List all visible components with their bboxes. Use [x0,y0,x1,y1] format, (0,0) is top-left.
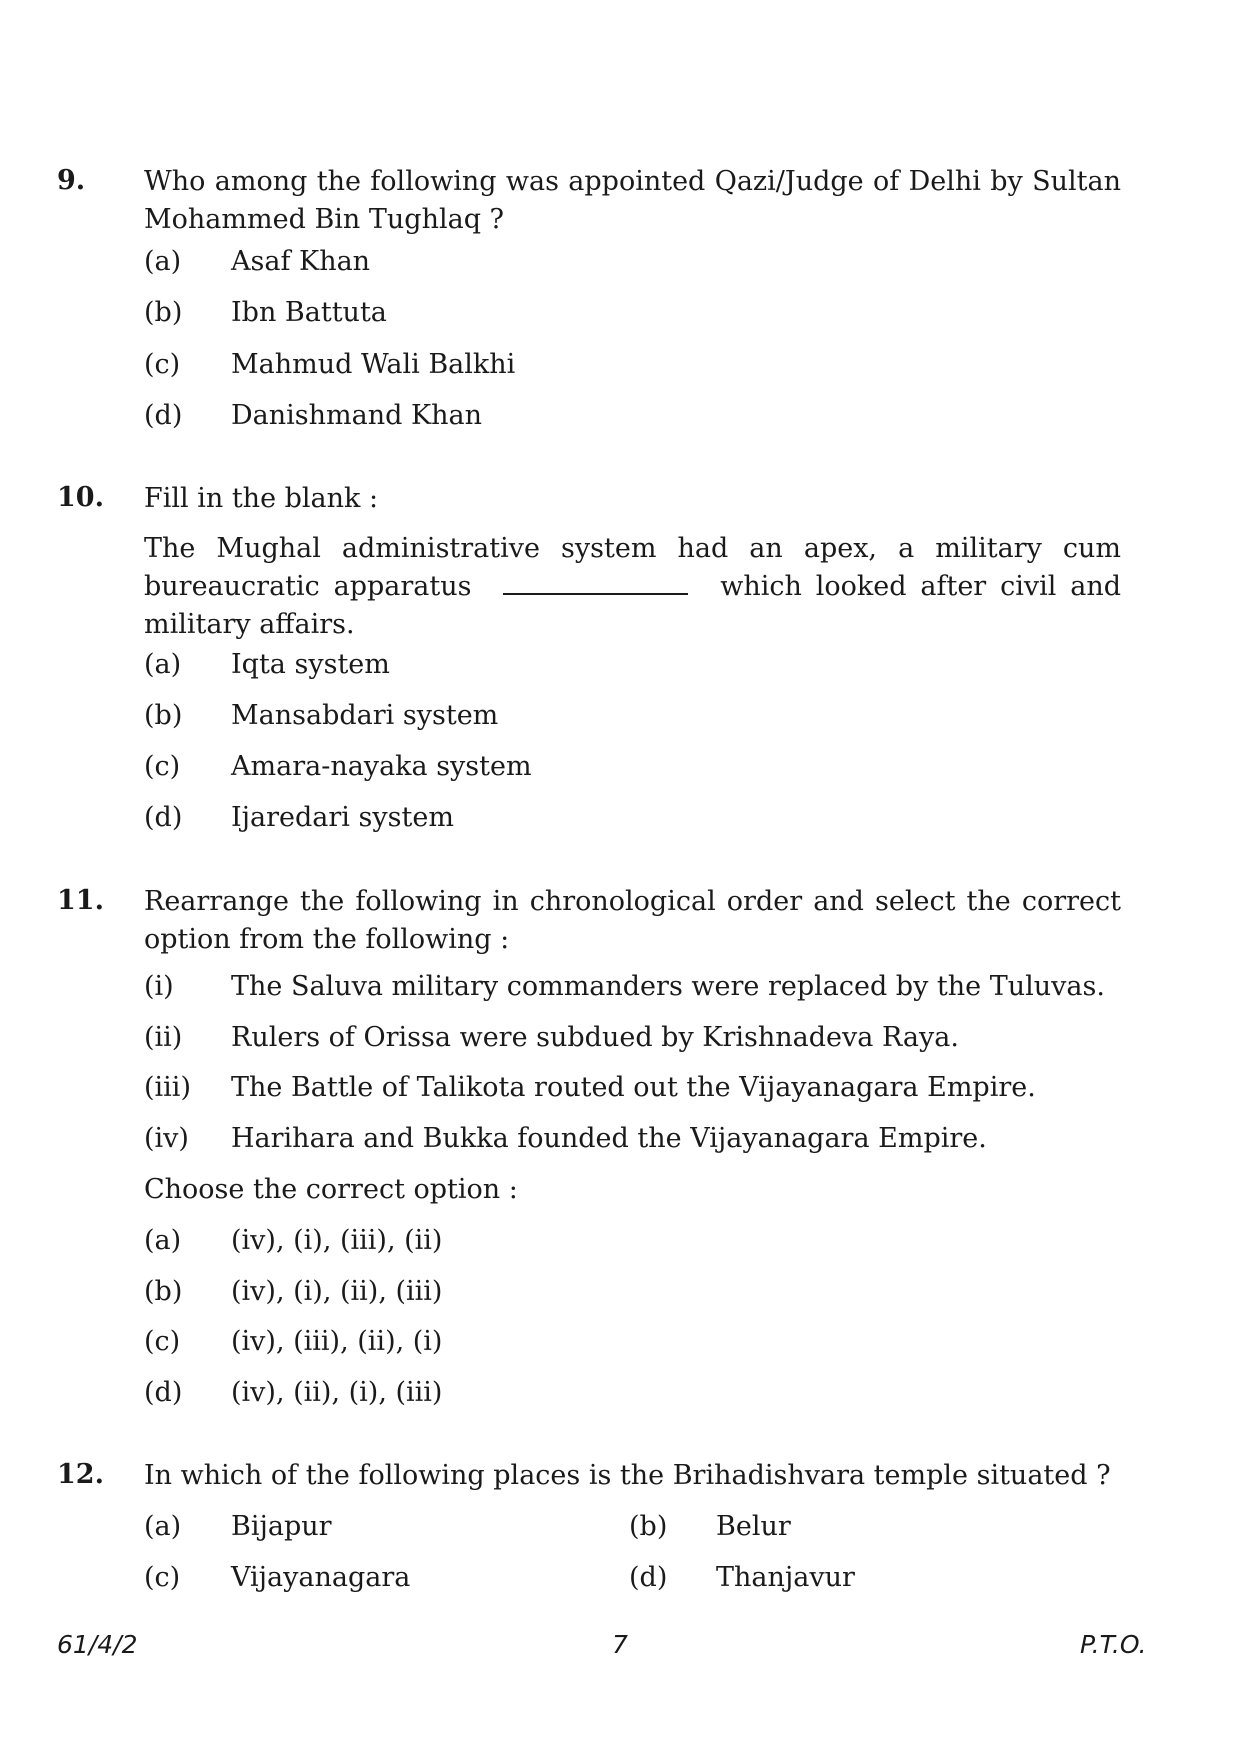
statement-label: (i) [144,971,174,1002]
choose-instruction: Choose the correct option : [144,1174,518,1205]
option-text: Amara-nayaka system [231,751,532,782]
passage-before: The Mughal administrative system had an apex, a military cum bureaucratic apparatus [144,533,1121,602]
option-label: (a) [144,246,182,277]
question-stem: Fill in the blank : [144,483,379,514]
option-label: (a) [144,1511,182,1542]
paper-code: 61/4/2 [57,1630,138,1659]
statement-label: (ii) [144,1022,183,1053]
option-label: (b) [144,1276,183,1307]
statement-text: Rulers of Orissa were subdued by Krishnadeva Raya. [231,1022,959,1053]
option-label: (d) [144,400,183,431]
question-passage [144,530,1121,644]
statement-label: (iii) [144,1072,191,1103]
option-text: (iv), (i), (iii), (ii) [231,1225,443,1256]
option-label: (d) [629,1562,668,1593]
option-text: Belur [716,1511,791,1542]
option-label: (b) [144,700,183,731]
passage-after: which looked after civil and military affairs. [144,571,1121,640]
option-text: Asaf Khan [231,246,371,277]
option-text: Ijaredari system [231,802,454,833]
option-label: (c) [144,1562,181,1593]
pto-label: P.T.O. [1080,1630,1147,1659]
option-label: (c) [144,751,181,782]
statement-text: Harihara and Bukka founded the Vijayanagara Empire. [231,1123,987,1154]
option-text: Iqta system [231,649,390,680]
question-stem: Rearrange the following in chronological order and select the correct option from the following : [144,886,1121,955]
option-label: (b) [629,1511,668,1542]
option-text: (iv), (ii), (i), (iii) [231,1377,443,1408]
fill-in-blank [503,569,688,595]
statement-label: (iv) [144,1123,189,1154]
question-number: 9. [57,165,86,196]
option-label: (c) [144,1326,181,1357]
option-label: (d) [144,802,183,833]
option-text: (iv), (i), (ii), (iii) [231,1276,443,1307]
option-text: Vijayanagara [231,1562,411,1593]
question-number: 11. [57,885,104,916]
statement-text: The Battle of Talikota routed out the Vijayanagara Empire. [231,1072,1036,1103]
option-text: Ibn Battuta [231,297,387,328]
page-number: 7 [612,1630,628,1659]
question-stem: Who among the following was appointed Qazi/Judge of Delhi by Sultan Mohammed Bin Tughlaq ? [144,166,1121,235]
option-label: (b) [144,297,183,328]
option-text: Mansabdari system [231,700,499,731]
question-number: 12. [57,1459,104,1490]
option-label: (d) [144,1377,183,1408]
option-text: Danishmand Khan [231,400,483,431]
question-number: 10. [57,482,104,513]
option-text: Thanjavur [716,1562,855,1593]
option-text: (iv), (iii), (ii), (i) [231,1326,443,1357]
option-label: (a) [144,1225,182,1256]
option-text: Mahmud Wali Balkhi [231,349,516,380]
option-label: (c) [144,349,181,380]
statement-text: The Saluva military commanders were replaced by the Tuluvas. [231,971,1105,1002]
question-stem: In which of the following places is the Brihadishvara temple situated ? [144,1460,1111,1491]
option-text: Bijapur [231,1511,332,1542]
option-label: (a) [144,649,182,680]
